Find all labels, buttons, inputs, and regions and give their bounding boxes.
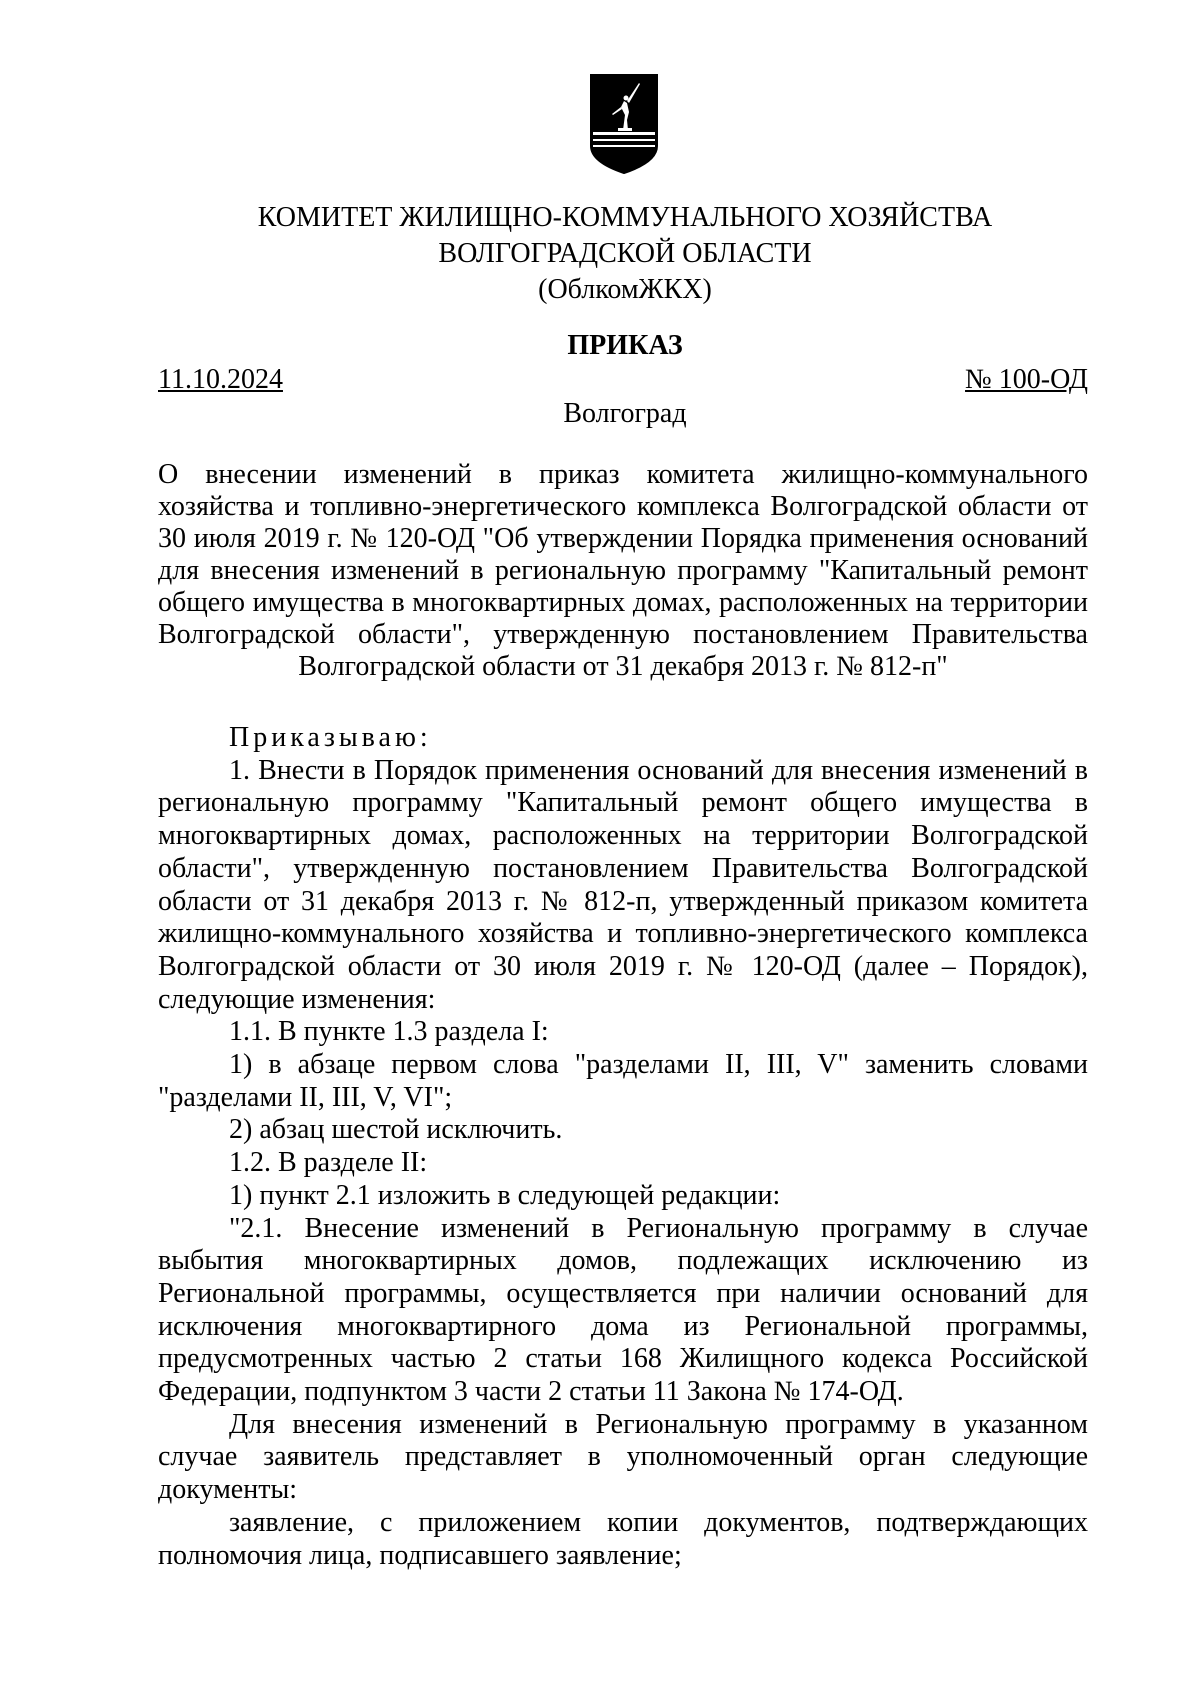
order-date: 11.10.2024 — [158, 364, 283, 395]
paragraph-1-2: 1.2. В разделе II: — [229, 1147, 428, 1179]
organization-abbreviation: (ОблкомЖКХ) — [538, 274, 712, 305]
paragraph-application: заявление, с приложением копии документов, подтверждающих полномочия лица, подписавшего заявление; — [158, 1506, 1088, 1571]
order-title: ПРИКАЗ — [567, 330, 683, 361]
order-subject: О внесении изменений в приказ комитета жилищно-коммунального хозяйства и топливно-энергетического комплекса Волгоградской области от 30 июля 2019 г. № 120-ОД "Об утверждении Порядка применения оснований для внесения изменений в региональную программу "Капитальный ремонт общего имущества в многоквартирных домах, расположенных на территории Волгоградской области", утвержденную постановлением Правительства Волгоградской области от 31 декабря 2013 г. № 812-п" — [158, 459, 1088, 682]
organization-header — [150, 200, 1100, 308]
paragraph-documents-intro: Для внесения изменений в Региональную программу в указанном случае заявитель представляет в уполномоченный орган следующие документы: — [158, 1408, 1088, 1506]
order-number: № 100-ОД — [965, 364, 1088, 395]
volgograd-coat-of-arms-icon — [590, 74, 658, 174]
paragraph-1-2-item-1: 1) пункт 2.1 изложить в следующей редакции: — [229, 1179, 781, 1211]
paragraph-1-1-item-1: 1) в абзаце первом слова "разделами II, III, V" заменить словами "разделами II, III, V, VI"; — [158, 1049, 1088, 1113]
organization-name-line2: ВОЛГОГРАДСКОЙ ОБЛАСТИ — [438, 238, 812, 269]
organization-name-line1: КОМИТЕТ ЖИЛИЩНО-КОММУНАЛЬНОГО ХОЗЯЙСТВА — [257, 202, 993, 233]
order-directive: Приказываю: — [229, 722, 432, 753]
paragraph-1-1-item-2: 2) абзац шестой исключить. — [229, 1114, 563, 1146]
paragraph-2-1-text: "2.1. Внесение изменений в Региональную программу в случае выбытия многоквартирных домов, подлежащих исключению из Региональной программы, осуществляется при наличии оснований для исключения многоквартирного дома из Региональной программы, предусмотренных частью 2 статьи 168 Жилищного кодекса Российской Федерации, подпунктом 3 части 2 статьи 11 Закона № 174-ОД. — [158, 1212, 1088, 1408]
paragraph-1-1: 1.1. В пункте 1.3 раздела I: — [229, 1016, 549, 1048]
paragraph-1: 1. Внести в Порядок применения оснований для внесения изменений в региональную программу "Капитальный ремонт общего имущества в многоквартирных домах, расположенных на территории Волгоградской области", утвержденную постановлением Правительства Волгоградской области от 31 декабря 2013 г. № 812-п, утвержденный приказом комитета жилищно-коммунального хозяйства и топливно-энергетического комплекса Волгоградской области от 30 июля 2019 г. № 120-ОД (далее – Порядок), следующие изменения: — [158, 754, 1088, 1015]
order-city: Волгоград — [563, 398, 687, 429]
order-body — [158, 722, 1088, 1572]
